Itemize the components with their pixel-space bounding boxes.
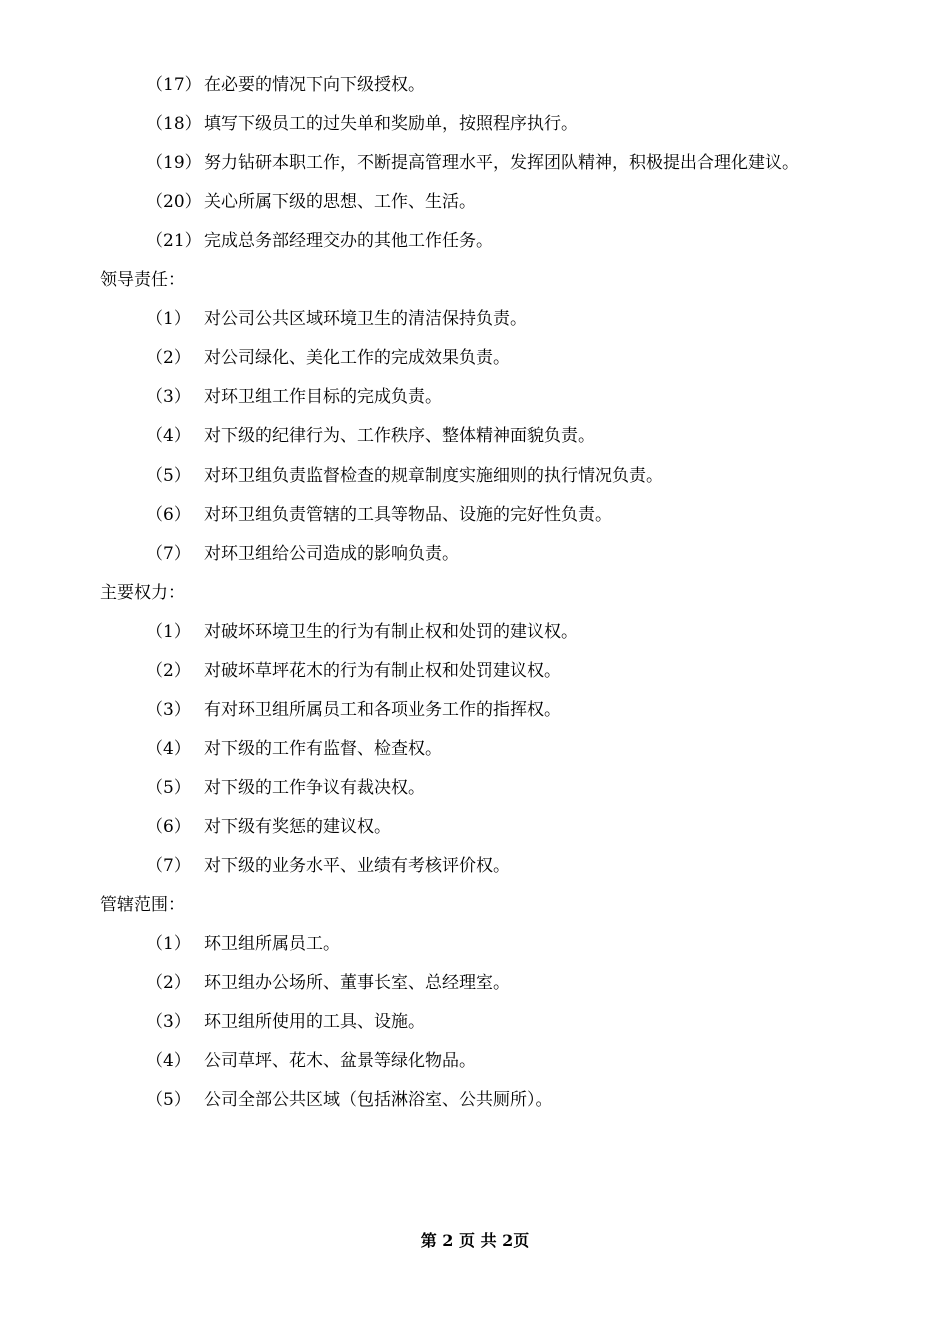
- list-item-text: 公司全部公共区域（包括淋浴室、公共厕所）。: [204, 1090, 553, 1111]
- list-item-text: 对破坏草坪花木的行为有制止权和处罚建议权。: [204, 660, 561, 681]
- list-item: [146, 970, 926, 996]
- list-item: [146, 306, 926, 332]
- list-item-number: （7）: [146, 543, 191, 564]
- list-item-number: （1）: [146, 934, 191, 955]
- list-item-text: 对下级的纪律行为、工作秩序、整体精神面貌负责。: [204, 426, 595, 447]
- list-item-number: （6）: [146, 816, 191, 837]
- list-item-number: （21）: [146, 231, 202, 252]
- list-item: [146, 1048, 926, 1074]
- list-item-number: （4）: [146, 738, 191, 759]
- list-item-text: 对下级的工作争议有裁决权。: [204, 777, 425, 798]
- list-item: [146, 697, 926, 723]
- page-footer: 第 2 页 共 2页: [420, 1231, 530, 1250]
- list-item-text: 公司草坪、花木、盆景等绿化物品。: [204, 1051, 476, 1072]
- list-item-text: 对公司绿化、美化工作的完成效果负责。: [204, 348, 510, 369]
- list-item-number: （1）: [146, 309, 191, 330]
- list-item: [146, 775, 926, 801]
- section-heading: 主要权力：: [100, 582, 185, 603]
- list-item-number: （3）: [146, 1012, 191, 1033]
- list-item: [146, 619, 926, 645]
- list-item-number: （5）: [146, 1090, 191, 1111]
- list-item-text: 对下级有奖惩的建议权。: [204, 816, 391, 837]
- list-item: [146, 463, 926, 489]
- list-item-number: （18）: [146, 114, 202, 135]
- list-item: [146, 814, 926, 840]
- list-item-text: 对环卫组负责管辖的工具等物品、设施的完好性负责。: [204, 504, 612, 525]
- list-item-text: 对下级的工作有监督、检查权。: [204, 738, 442, 759]
- list-item-number: （4）: [146, 426, 191, 447]
- list-item: [146, 502, 926, 528]
- list-item-text: 环卫组所使用的工具、设施。: [204, 1012, 425, 1033]
- list-item-text: 对环卫组工作目标的完成负责。: [204, 387, 442, 408]
- list-item-number: （7）: [146, 856, 191, 876]
- list-item-text: 完成总务部经理交办的其他工作任务。: [204, 231, 493, 252]
- list-item-number: （19）: [146, 153, 202, 174]
- list-item: [146, 423, 926, 449]
- list-item: [146, 72, 926, 98]
- list-item: [146, 189, 926, 215]
- list-item-number: （3）: [146, 387, 191, 408]
- section-heading: 领导责任：: [100, 270, 185, 291]
- list-item-text: 填写下级员工的过失单和奖励单，按照程序执行。: [204, 114, 578, 135]
- list-item-number: （5）: [146, 777, 191, 798]
- list-item: [146, 1087, 926, 1113]
- section-heading: 管辖范围：: [100, 895, 185, 916]
- list-item-text: 对破坏环境卫生的行为有制止权和处罚的建议权。: [204, 621, 578, 642]
- list-item: [146, 345, 926, 371]
- list-item-number: （2）: [146, 348, 191, 369]
- list-item: [146, 736, 926, 762]
- list-item-number: （2）: [146, 660, 191, 681]
- list-item-text: 对下级的业务水平、业绩有考核评价权。: [204, 856, 510, 876]
- list-item-text: 对公司公共区域环境卫生的清洁保持负责。: [204, 309, 527, 330]
- list-item-text: 在必要的情况下向下级授权。: [204, 75, 425, 95]
- list-item-number: （20）: [146, 192, 202, 213]
- list-item-text: 有对环卫组所属员工和各项业务工作的指挥权。: [204, 699, 561, 720]
- list-item-text: 关心所属下级的思想、工作、生活。: [204, 192, 476, 213]
- list-item: [146, 150, 926, 176]
- list-item: [146, 1009, 926, 1035]
- list-item-number: （3）: [146, 699, 191, 720]
- list-item-number: （1）: [146, 621, 191, 642]
- list-item-text: 对环卫组给公司造成的影响负责。: [204, 543, 459, 564]
- list-item-number: （5）: [146, 465, 191, 486]
- list-item: [146, 658, 926, 684]
- list-item: [146, 853, 926, 879]
- list-item-number: （2）: [146, 973, 191, 994]
- list-item: [146, 931, 926, 957]
- list-item-number: （6）: [146, 504, 191, 525]
- list-item: [146, 111, 926, 137]
- list-item-text: 环卫组所属员工。: [204, 934, 340, 955]
- list-item-number: （17）: [146, 75, 202, 95]
- list-item: [146, 541, 926, 567]
- list-item: [146, 228, 926, 254]
- list-item: [146, 384, 926, 410]
- list-item-text: 努力钻研本职工作，不断提高管理水平，发挥团队精神，积极提出合理化建议。: [204, 153, 799, 174]
- list-item-text: 环卫组办公场所、董事长室、总经理室。: [204, 973, 510, 994]
- list-item-text: 对环卫组负责监督检查的规章制度实施细则的执行情况负责。: [204, 465, 663, 486]
- list-item-number: （4）: [146, 1051, 191, 1072]
